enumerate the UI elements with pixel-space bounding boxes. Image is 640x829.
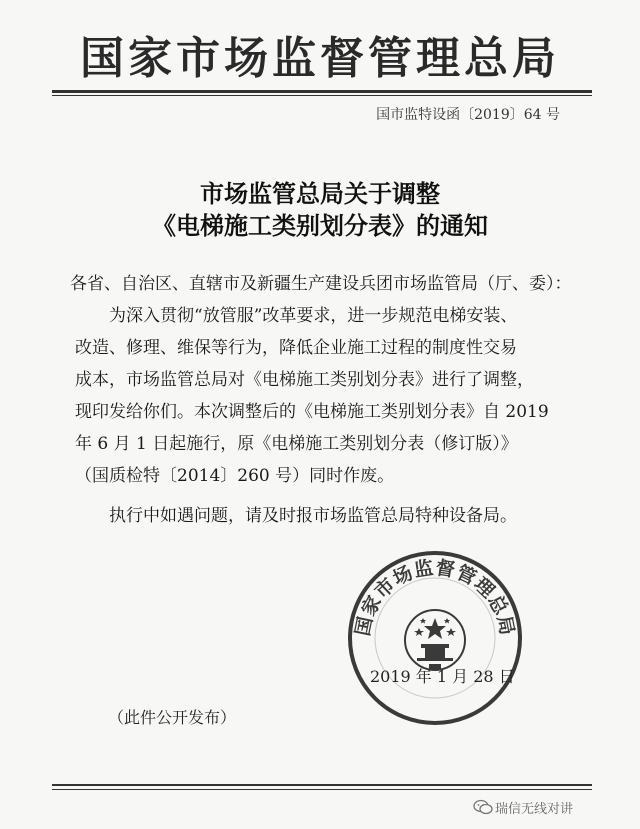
paragraph-line: 年 6 月 1 日起施行，原《电梯施工类别划分表（修订版）》 [75, 434, 518, 454]
paragraph-line: 为深入贯彻“放管服”改革要求，进一步规范电梯安装、 [75, 306, 518, 326]
official-seal [345, 548, 525, 728]
paragraph-line: （国质检特〔2014〕260 号）同时作废。 [75, 466, 395, 486]
paragraph-line: 改造、修理、维保等行为，降低企业施工过程的制度性交易 [75, 338, 517, 358]
header-rule-thin [52, 95, 592, 96]
footer-rule-bottom [52, 789, 592, 790]
national-emblem-icon [405, 610, 465, 670]
document-number: 国市监特设函〔2019〕64 号 [376, 107, 560, 123]
doc-title-line-1: 市场监管总局关于调整 [200, 179, 440, 208]
addressee: 各省、自治区、直辖市及新疆生产建设兵团市场监管局（厅、委）： [70, 274, 572, 294]
publish-note: （此件公开发布） [108, 708, 237, 727]
wechat-icon [473, 799, 493, 815]
issue-date: 2019 年 1 月 28 日 [370, 667, 515, 686]
header-rule-thick [52, 90, 592, 93]
watermark-text: 瑞信无线对讲 [495, 802, 574, 817]
seal-text: 国家市场监督管理总局 [351, 556, 519, 638]
footer-rule-top [52, 784, 592, 786]
doc-title-line-2: 《电梯施工类别划分表》的通知 [152, 211, 488, 240]
paragraph-line: 现印发给你们。本次调整后的《电梯施工类别划分表》自 2019 [75, 402, 549, 422]
paragraph-1 [75, 300, 575, 492]
paragraph-2: 执行中如遇问题，请及时报市场监管总局特种设备局。 [75, 506, 517, 526]
org-header-title: 国家市场监督管理总局 [80, 33, 560, 84]
paragraph-line: 成本，市场监管总局对《电梯施工类别划分表》进行了调整， [75, 370, 534, 390]
